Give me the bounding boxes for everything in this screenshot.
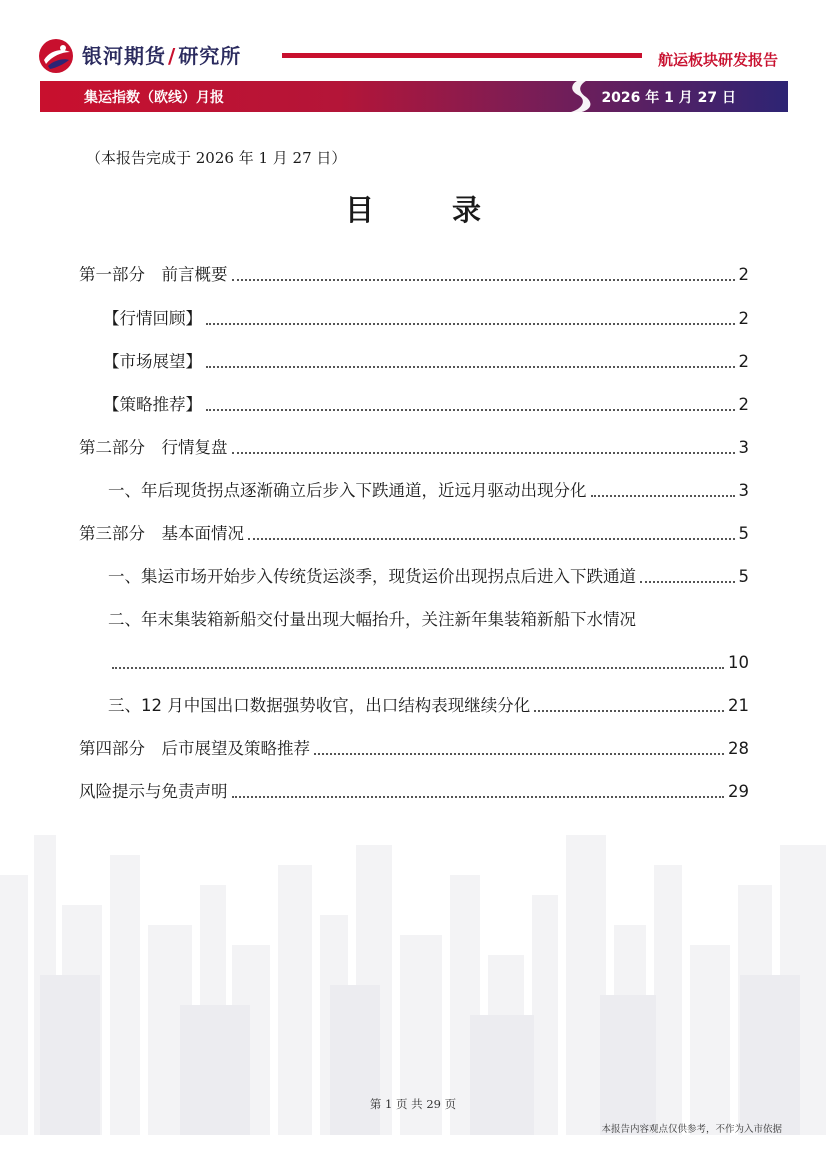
toc-entry[interactable]	[108, 480, 749, 502]
dot-leader	[206, 366, 735, 368]
toc-entry-label: 【行情回顾】	[103, 309, 202, 328]
dot-leader	[591, 495, 735, 497]
toc-entry-page: 10	[728, 653, 749, 672]
header-banner	[40, 81, 788, 112]
report-type: 航运板块研发报告	[658, 51, 779, 69]
toc-entry-page: 2	[738, 395, 749, 414]
toc-entry-label: 【策略推荐】	[103, 395, 202, 414]
dot-leader	[534, 710, 724, 712]
toc-entry-page: 2	[738, 265, 749, 284]
dot-leader	[206, 409, 735, 411]
toc-entry-label: 【市场展望】	[103, 352, 202, 371]
toc-entry-label: 一、集运市场开始步入传统货运淡季，现货运价出现拐点后进入下跌通道	[108, 567, 636, 586]
toc-entry[interactable]	[79, 523, 749, 545]
toc-entry[interactable]	[79, 437, 749, 459]
toc-entry-page: 5	[738, 524, 749, 543]
completion-note: （本报告完成于 2026 年 1 月 27 日）	[86, 149, 347, 167]
toc-entry-page: 21	[728, 696, 749, 715]
brand-separator: /	[168, 44, 177, 68]
toc-entry[interactable]	[103, 308, 749, 330]
toc-entry-page: 5	[738, 567, 749, 586]
toc-entry-label: 一、年后现货拐点逐渐确立后步入下跌通道，近远月驱动出现分化	[108, 481, 587, 500]
toc-entry[interactable]	[108, 566, 749, 588]
dot-leader	[248, 538, 735, 540]
brand-division: 研究所	[178, 44, 242, 68]
dot-leader	[232, 796, 725, 798]
dot-leader	[206, 323, 735, 325]
dot-leader	[232, 452, 735, 454]
dot-leader	[640, 581, 735, 583]
toc-entry[interactable]	[103, 394, 749, 416]
toc-title: 目 录	[344, 193, 516, 227]
swoosh-icon	[560, 75, 600, 117]
header-red-rule	[282, 53, 642, 58]
page-number: 第 1 页 共 29 页	[369, 1097, 457, 1111]
banner-title: 集运指数（欧线）月报	[84, 90, 224, 106]
toc-entry-continuation[interactable]	[108, 652, 749, 674]
brand-company: 银河期货	[82, 44, 166, 68]
footer-disclaimer: 本报告内容观点仅供参考，不作为入市依据	[601, 1124, 782, 1135]
toc-entry-page: 28	[728, 739, 749, 758]
toc-entry-label: 风险提示与免责声明	[79, 782, 228, 801]
toc-entry-page: 3	[738, 481, 749, 500]
toc-entry-label: 第一部分 前言概要	[79, 265, 228, 284]
toc-entry-page: 3	[738, 438, 749, 457]
toc-entry[interactable]	[108, 695, 749, 717]
dot-leader	[112, 667, 724, 669]
toc-entry[interactable]	[79, 781, 749, 803]
toc-entry-label: 第四部分 后市展望及策略推荐	[79, 739, 310, 758]
toc-entry-label: 第三部分 基本面情况	[79, 524, 244, 543]
dot-leader	[314, 753, 724, 755]
toc-entry-page: 29	[728, 782, 749, 801]
toc-entry[interactable]	[108, 609, 749, 631]
toc-entry[interactable]	[79, 264, 749, 286]
galaxy-logo-icon	[38, 38, 74, 74]
toc-entry-label: 第二部分 行情复盘	[79, 438, 228, 457]
toc-entry[interactable]	[79, 738, 749, 760]
brand-name	[82, 40, 241, 69]
toc-entry-label: 三、12 月中国出口数据强势收官，出口结构表现继续分化	[108, 696, 531, 715]
dot-leader	[232, 279, 735, 281]
toc-entry[interactable]	[103, 351, 749, 373]
toc-entry-label: 二、年末集装箱新船交付量出现大幅抬升，关注新年集装箱新船下水情况	[108, 610, 636, 629]
toc-entry-page: 2	[738, 352, 749, 371]
toc-entry-page: 2	[738, 309, 749, 328]
skyline-watermark	[0, 815, 826, 1135]
banner-date: 2026 年 1 月 27 日	[601, 90, 736, 106]
